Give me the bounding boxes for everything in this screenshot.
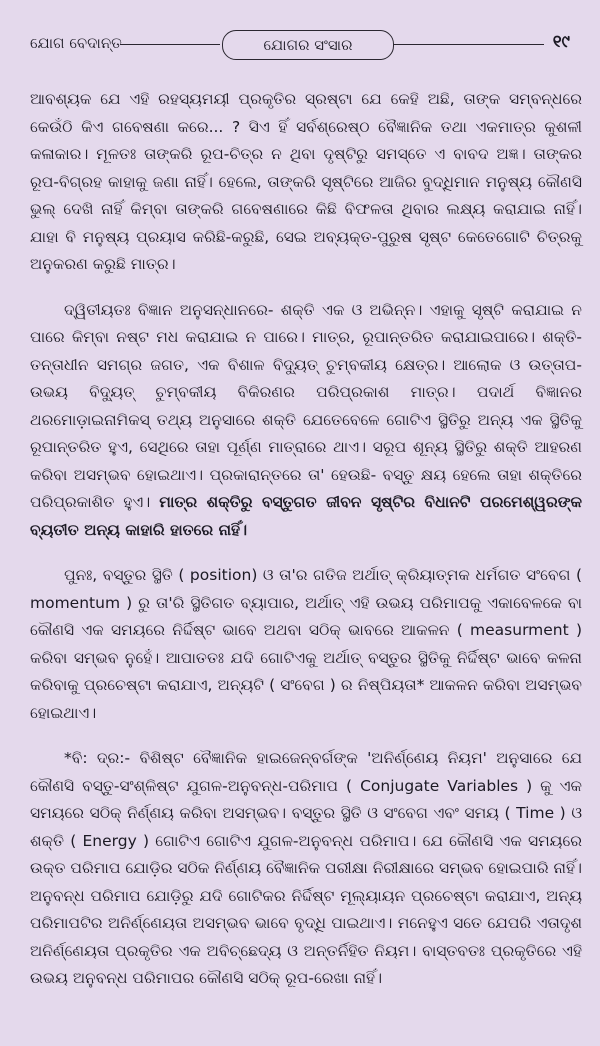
page-header	[0, 28, 600, 68]
header-rule-right	[394, 44, 544, 45]
chapter-title-box	[222, 30, 394, 60]
footnote	[30, 745, 582, 993]
footnote-text: *ବି: ଦ୍ର:- ବିଶିଷ୍ଟ ବୈଜ୍ଞାନିକ ହାଇଜେନ୍‌ବର୍ଗଙ୍କ 'ଅନିର୍ଣ୍ଣେୟ ନିୟମ' ଅନୁସାରେ ଯେ କୌଣସି ବସ୍ତୁ-ସଂଶ୍ଳିଷ୍ଟ ଯୁଗଳ-ଅନୁବନ୍ଧ-ପରିମାପ ( Conjugate Variables ) କୁ ଏକ ସମୟରେ ସଠିକ୍ ନିର୍ଣ୍ଣୟ କରିବା ଅସମ୍ଭବ। ବସ୍ତୁର ସ୍ଥିତି ଓ ସଂବେଗ ଏବଂ ସମୟ ( Time ) ଓ ଶକ୍ତି ( Energy ) ଗୋଟିଏ ଗୋଟିଏ ଯୁଗଳ-ଅନୁବନ୍ଧ ପରିମାପ। ଯେ କୌଣସି ଏକ ସମୟରେ ଉକ୍ତ ପରିମାପ ଯୋଡ଼ିର ସଠିକ ନିର୍ଣ୍ଣୟ ବୈଜ୍ଞାନିକ ପରୀକ୍ଷା ନିରୀକ୍ଷାରେ ସମ୍ଭବ ହୋଇପାରି ନାହିଁ। ଅନୁବନ୍ଧ ପରିମାପ ଯୋଡ଼ିରୁ ଯଦି ଗୋଟିକର ନିର୍ଦ୍ଦିଷ୍ଟ ମୂଲ୍ୟାୟନ ପ୍ରଚେଷ୍ଟା କରାଯାଏ, ଅନ୍ୟ ପରିମାପଟିର ଅନିର୍ଣ୍ଣେୟତା ଅସମ୍ଭବ ଭାବେ ବୃଦ୍ଧି ପାଇଥାଏ। ମନେହୁଏ ସତେ ଯେପରି ଏତାଦୃଶ ଅନିର୍ଣ୍ଣେୟତା ପ୍ରକୃତିର ଏକ ଅବିଚ୍ଛେଦ୍ୟ ଓ ଅନ୍ତର୍ନିହିତ ନିୟମ। ବାସ୍ତବତଃ ପ୍ରକୃତିରେ ଏହି ଉଭୟ ଅନୁବନ୍ଧ ପରିମାପର କୌଣସି ସଠିକ୍ ରୂପ-ରେଖା ନାହିଁ।	[30, 749, 582, 987]
chapter-title: ଯୋଗର ସଂସାର	[263, 36, 353, 54]
paragraph-3-text: ପୁନଃ, ବସ୍ତୁର ସ୍ଥିତି ( position) ଓ ତା'ର ଗତିଜ ଅର୍ଥାତ୍ କ୍ରିୟାତ୍ମକ ଧର୍ମଗତ ସଂବେଗ ( momentum ) ରୁ ତା'ରି ସ୍ଥିତିଗତ ବ୍ୟାପାର, ଅର୍ଥାତ୍ ଏହି ଉଭୟ ପରିମାପକୁ ଏକାବେଳକେ ବା କୌଣସି ଏକ ସମୟରେ ନିର୍ଦ୍ଦିଷ୍ଟ ଭାବେ ଅଥବା ସଠିକ୍ ଭାବରେ ଆକଳନ ( measurment ) କରିବା ସମ୍ଭବ ନୁହେଁ। ଆପାତତଃ ଯଦି ଗୋଟିଏକୁ ଅର୍ଥାତ୍ ବସ୍ତୁର ସ୍ଥିତିକୁ ନିର୍ଦ୍ଦିଷ୍ଟ ଭାବେ କଳନା କରିବାକୁ ପ୍ରଚେଷ୍ଟା କରାଯାଏ, ଅନ୍ୟଟି ( ସଂବେଗ ) ର ନିଷ୍ପିୟତା* ଆକଳନ କରିବା ଅସମ୍ଭବ ହୋଇଥାଏ।	[30, 566, 582, 722]
paragraph-2-bold-text: ମାତ୍ର ଶକ୍ତିରୁ ବସ୍ତୁଗତ ଜୀବନ ସୃଷ୍ଟିର ବିଧାନଟି ପରମେଶ୍ୱରଙ୍କ ବ୍ୟତୀତ ଅନ୍ୟ କାହାରି ହାତରେ ନାହିଁ।	[30, 493, 582, 539]
paragraph-1	[30, 86, 582, 279]
page-body	[30, 86, 582, 1011]
paragraph-3	[30, 562, 582, 727]
header-rule-left	[120, 44, 220, 45]
paragraph-2-text: ଦ୍ୱିତୀୟତଃ ବିଜ୍ଞାନ ଅନୁସନ୍ଧାନରେ- ଶକ୍ତି ଏକ ଓ ଅଭିନ୍ନ। ଏହାକୁ ସୃଷ୍ଟି କରାଯାଇ ନ ପାରେ କିମ୍ବା ନଷ୍ଟ ମଧ କରାଯାଇ ନ ପାରେ। ମାତ୍ର, ରୂପାନ୍ତରିତ କରାଯାଇପାରେ। ଶକ୍ତି-ତନ୍ତାଧୀନ ସମଗ୍ର ଜଗତ, ଏକ ବିଶାଳ ବିଦ୍ୟୁତ୍ ଚୁମ୍ବକୀୟ କ୍ଷେତ୍ର। ଆଲୋକ ଓ ଉତ୍ତାପ-ଉଭୟ ବିଦ୍ୟୁତ୍ ଚୁମ୍ବକୀୟ ବିକିରଣର ପରିପ୍ରକାଶ ମାତ୍ର। ପଦାର୍ଥ ବିଜ୍ଞାନର ଥରମୋଡ଼ାଇନାମିକସ୍ ତଥ୍ୟ ଅନୁସାରେ ଶକ୍ତି ଯେତେବେଳେ ଗୋଟିଏ ସ୍ଥିତିରୁ ଅନ୍ୟ ଏକ ସ୍ଥିତିକୁ ରୂପାନ୍ତରିତ ହୁଏ, ସେଥିରେ ତାହା ପୂର୍ଣ୍ଣ ମାତ୍ରାରେ ଥାଏ। ସରୂପ ଶୂନ୍ୟ ସ୍ଥିତିରୁ ଶକ୍ତି ଆହରଣ କରିବା ଅସମ୍ଭବ ହୋଇଥାଏ। ପ୍ରକାରାନ୍ତରେ ତା' ହେଉଛି- ବସ୍ତୁ କ୍ଷୟ ହେଲେ ତାହା ଶକ୍ତିରେ ପରିପ୍ରକାଶିତ ହୁଏ।	[30, 300, 582, 511]
paragraph-1-text: ଆବଶ୍ୟକ ଯେ ଏହି ରହସ୍ୟମୟୀ ପ୍ରକୃତିର ସ୍ରଷ୍ଟା ଯେ କେହି ଅଛି, ତାଙ୍କ ସମ୍ବନ୍ଧରେ କେଉଁଠି କିଏ ଗବେଷଣା କରେ... ? ସିଏ ହିଁ ସର୍ବଶ୍ରେଷ୍ଠ ବୈଜ୍ଞାନିକ ତଥା ଏକମାତ୍ର କୁଶଳୀ କଳାକାର। ମୂଳତଃ ତାଙ୍କରି ରୂପ-ଚିତ୍ର ନ ଥିବା ଦୃଷ୍ଟିରୁ ସମସ୍ତେ ଏ ବାବଦ ଅଜ୍ଞ। ତାଙ୍କର ରୂପ-ବିଗ୍ରହ କାହାକୁ ଜଣା ନାହିଁ। ହେଲେ, ତାଙ୍କରି ସୃଷ୍ଟିରେ ଆଜିର ବୁଦ୍ଧିମାନ ମନୁଷ୍ୟ କୌଣସି ଭୁଲ୍ ଦେଖି ନାହିଁ କିମ୍ବା ତାଙ୍କରି ଗବେଷଣାରେ କିଛି ବିଫଳତା ଥିବାର ଲକ୍ଷ୍ୟ କରାଯାଇ ନାହିଁ। ଯାହା ବି ମନୁଷ୍ୟ ପ୍ରୟାସ କରିଛି-କରୁଛି, ସେଇ ଅବ୍ୟକ୍ତ-ପୁରୁଷ ସୃଷ୍ଟ କେତେଗୋଟି ଚିତ୍ରକୁ ଅନୁକରଣ କରୁଛି ମାତ୍ର।	[30, 90, 582, 273]
paragraph-2	[30, 297, 582, 545]
running-head: ଯୋଗ ବେଦାନ୍ତ	[30, 34, 122, 52]
page-number: ୧୯	[552, 32, 570, 52]
